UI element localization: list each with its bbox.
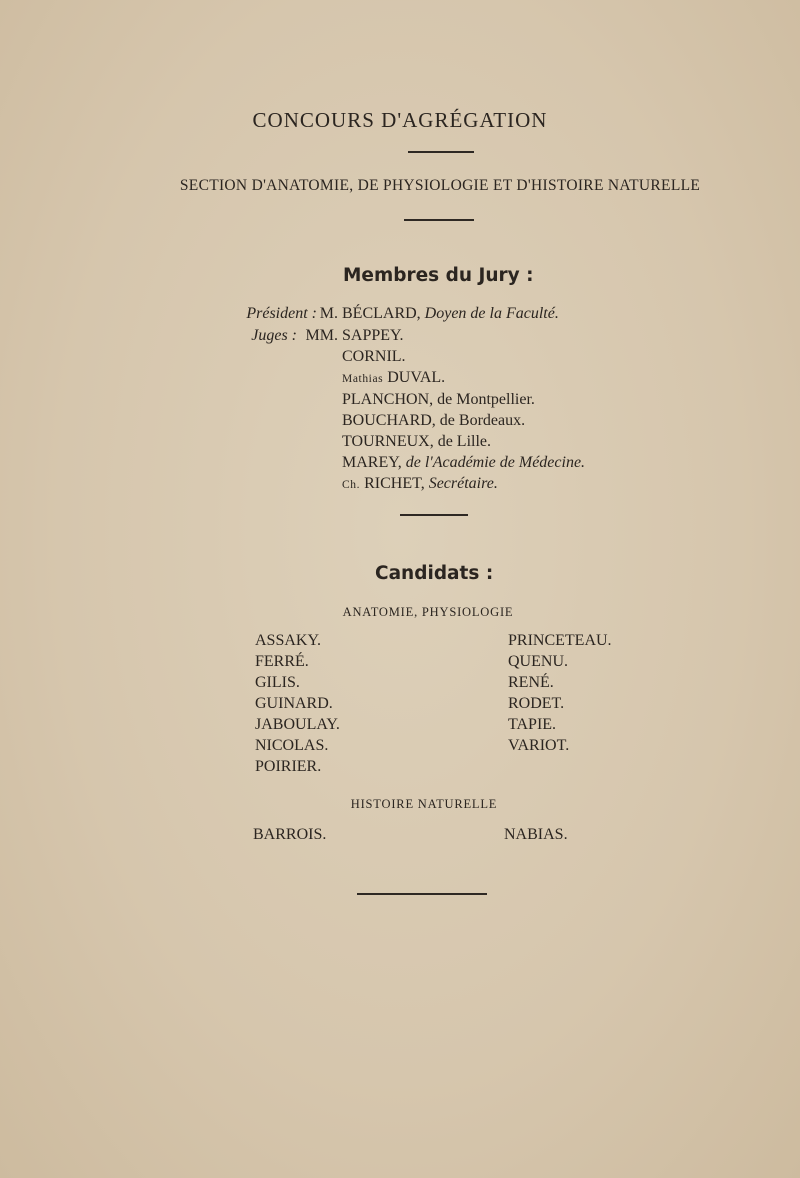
jury-member-forename: Ch. bbox=[342, 479, 361, 492]
jury-member-name: TOURNEUX, bbox=[342, 432, 434, 450]
jury-member-name: MAREY, bbox=[342, 454, 402, 472]
candidate-name: RODET. bbox=[508, 695, 565, 712]
jury-member-note: de Bordeaux. bbox=[439, 411, 526, 429]
jury-list bbox=[342, 327, 585, 497]
jury-member-note: de Lille. bbox=[437, 432, 492, 450]
president-name: BÉCLARD, bbox=[342, 305, 421, 322]
divider bbox=[408, 151, 474, 153]
jury-member-name: CORNIL. bbox=[342, 348, 406, 366]
jury-member-name: BOUCHARD, bbox=[342, 411, 436, 429]
divider bbox=[404, 219, 474, 221]
president-prefix: M. bbox=[319, 305, 338, 322]
jury-member-name: DUVAL. bbox=[387, 369, 446, 387]
section-title: SECTION D'ANATOMIE, DE PHYSIOLOGIE ET D'HISTOIRE NATURELLE bbox=[179, 177, 701, 194]
group-title: HISTOIRE NATURELLE bbox=[350, 797, 498, 811]
candidate-name: RENÉ. bbox=[508, 674, 554, 691]
candidate-name: POIRIER. bbox=[255, 758, 322, 775]
president-label: Président : bbox=[246, 305, 317, 322]
jury-heading: Membres du Jury : bbox=[343, 265, 534, 286]
candidate-name: NICOLAS. bbox=[255, 737, 329, 754]
candidate-column-right bbox=[508, 632, 612, 758]
judges-prefix: MM. bbox=[305, 327, 338, 344]
jury-member bbox=[342, 454, 585, 475]
candidate-name: GUINARD. bbox=[255, 695, 333, 712]
jury-member bbox=[342, 348, 585, 369]
page-title: CONCOURS D'AGRÉGATION bbox=[252, 108, 548, 132]
jury-member bbox=[342, 391, 585, 412]
president-title: Doyen de la Faculté. bbox=[424, 305, 559, 322]
president-line bbox=[0, 305, 800, 327]
jury-member-name: SAPPEY. bbox=[342, 327, 404, 344]
judges-label: Juges : bbox=[251, 327, 297, 344]
jury-member-name: RICHET, bbox=[364, 475, 425, 493]
divider bbox=[357, 893, 487, 895]
jury-member bbox=[342, 369, 585, 390]
jury-member-note: de l'Académie de Médecine. bbox=[405, 454, 586, 472]
president-entry bbox=[342, 305, 559, 323]
jury-member bbox=[342, 433, 585, 454]
candidate-name: VARIOT. bbox=[508, 737, 570, 754]
candidate-name: NABIAS. bbox=[504, 826, 568, 843]
candidate-name: PRINCETEAU. bbox=[508, 632, 612, 649]
group-title: ANATOMIE, PHYSIOLOGIE bbox=[342, 605, 514, 619]
candidates-heading: Candidats : bbox=[375, 563, 494, 584]
jury-member-note: de Montpellier. bbox=[437, 390, 535, 408]
candidate-name: BARROIS. bbox=[253, 826, 327, 843]
jury-member-note: Secrétaire. bbox=[428, 475, 498, 493]
candidate-name: JABOULAY. bbox=[255, 716, 340, 733]
candidate-name: QUENU. bbox=[508, 653, 568, 670]
candidate-column-left bbox=[255, 632, 340, 779]
jury-member bbox=[342, 475, 585, 496]
jury-member-name: PLANCHON, bbox=[342, 390, 434, 408]
candidate-name: GILIS. bbox=[255, 674, 300, 691]
jury-member-forename: Mathias bbox=[342, 373, 384, 386]
candidate-name: ASSAKY. bbox=[255, 632, 321, 649]
candidate-name: FERRÉ. bbox=[255, 653, 309, 670]
jury-member bbox=[342, 412, 585, 433]
divider bbox=[400, 514, 468, 516]
candidate-name: TAPIE. bbox=[508, 716, 557, 733]
jury-member bbox=[342, 327, 585, 348]
